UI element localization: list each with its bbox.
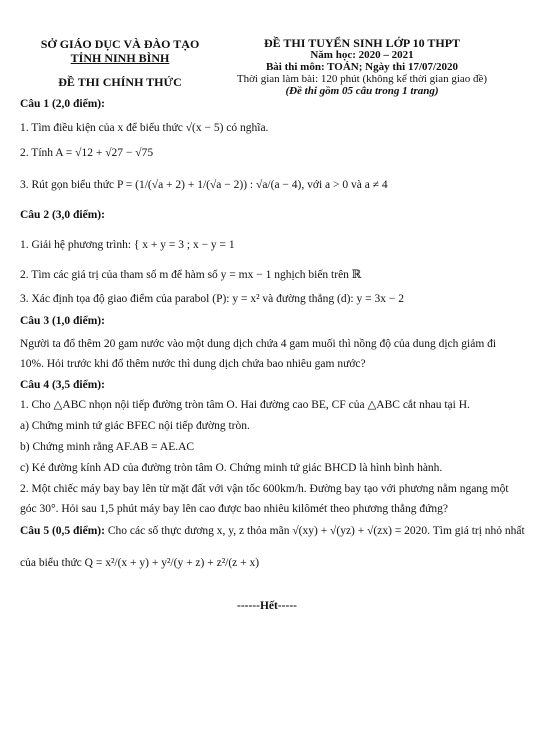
- q3-title: Câu 3 (1,0 điểm):: [20, 315, 105, 327]
- dept-line2: TỈNH NINH BÌNH: [70, 51, 170, 65]
- q5-text: Cho các số thực dương x, y, z thỏa mãn √(xy) + √(yz) + √(zx) = 2020. Tìm giá trị nhỏ nhất: [107, 525, 525, 537]
- header-left: [20, 37, 220, 89]
- q1-part1: 1. Tìm điều kiện của x để biểu thức √(x − 5) có nghĩa.: [20, 122, 269, 134]
- q2-part2: 2. Tìm các giá trị của tham số m để hàm số y = mx − 1 nghịch biến trên ℝ: [20, 269, 362, 281]
- q2-part3: 3. Xác định tọa độ giao điểm của parabol (P): y = x² và đường thẳng (d): y = 3x − 2: [20, 293, 404, 305]
- q2-title: Câu 2 (3,0 điểm):: [20, 209, 105, 221]
- official-label: ĐỀ THI CHÍNH THỨC: [58, 75, 182, 89]
- q4-title: Câu 4 (3,5 điểm):: [20, 379, 105, 391]
- q4-part2: 2. Một chiếc máy bay bay lên từ mặt đất với vận tốc 600km/h. Đường bay tạo với phương nằm ngang một góc 30°. Hỏi sau 1,5 phút máy bay lên cao được bao nhiêu kilômét theo phương thẳng đứng?: [20, 483, 509, 515]
- q3-text: Người ta đổ thêm 20 gam nước vào một dung dịch chứa 4 gam muối thì nồng độ của dung dịch giảm đi 10%. Hỏi trước khi đổ thêm nước thì dung dịch chứa bao nhiêu gam nước?: [20, 338, 497, 370]
- q2-part1: 1. Giải hệ phương trình: { x + y = 3 ; x − y = 1: [20, 239, 235, 251]
- exam-content: [20, 97, 525, 570]
- end-marker: ------Hết-----: [236, 600, 297, 612]
- q4-part1c: c) Kẻ đường kính AD của đường tròn tâm O. Chứng minh tứ giác BHCD là hình bình hành.: [20, 462, 443, 474]
- q1-part3: 3. Rút gọn biểu thức P = (1/(√a + 2) + 1/(√a − 2)) : √a/(a − 4), với a > 0 và a ≠ 4: [20, 179, 388, 191]
- subject-line: Bài thi môn: TOÁN; Ngày thi 17/07/2020: [265, 61, 459, 73]
- q5-line2: của biểu thức Q = x²/(x + y) + y²/(y + z) + z²/(z + x): [20, 557, 260, 569]
- exam-title: ĐỀ THI TUYỂN SINH LỚP 10 THPT: [263, 36, 461, 50]
- dept-line1: SỞ GIÁO DỤC VÀ ĐÀO TẠO: [40, 37, 200, 51]
- time-line: Thời gian làm bài: 120 phút (không kể thời gian giao đề): [236, 73, 488, 85]
- q1-part2: 2. Tính A = √12 + √27 − √75: [20, 147, 154, 159]
- q1-title: Câu 1 (2,0 điểm):: [20, 98, 105, 110]
- q4-part1: 1. Cho △ABC nhọn nội tiếp đường tròn tâm O. Hai đường cao BE, CF của △ABC cắt nhau tại H.: [20, 399, 470, 411]
- pages-line: (Đề thi gồm 05 câu trong 1 trang): [285, 85, 439, 97]
- q4-part1a: a) Chứng minh tứ giác BFEC nội tiếp đường tròn.: [20, 420, 250, 432]
- q4-part1b: b) Chứng minh rằng AF.AB = AE.AC: [20, 441, 195, 453]
- school-year: Năm học: 2020 – 2021: [310, 49, 414, 61]
- header-right: [212, 37, 512, 97]
- q5-title: Câu 5 (0,5 điểm):: [20, 525, 105, 537]
- q5-line1: [20, 524, 525, 538]
